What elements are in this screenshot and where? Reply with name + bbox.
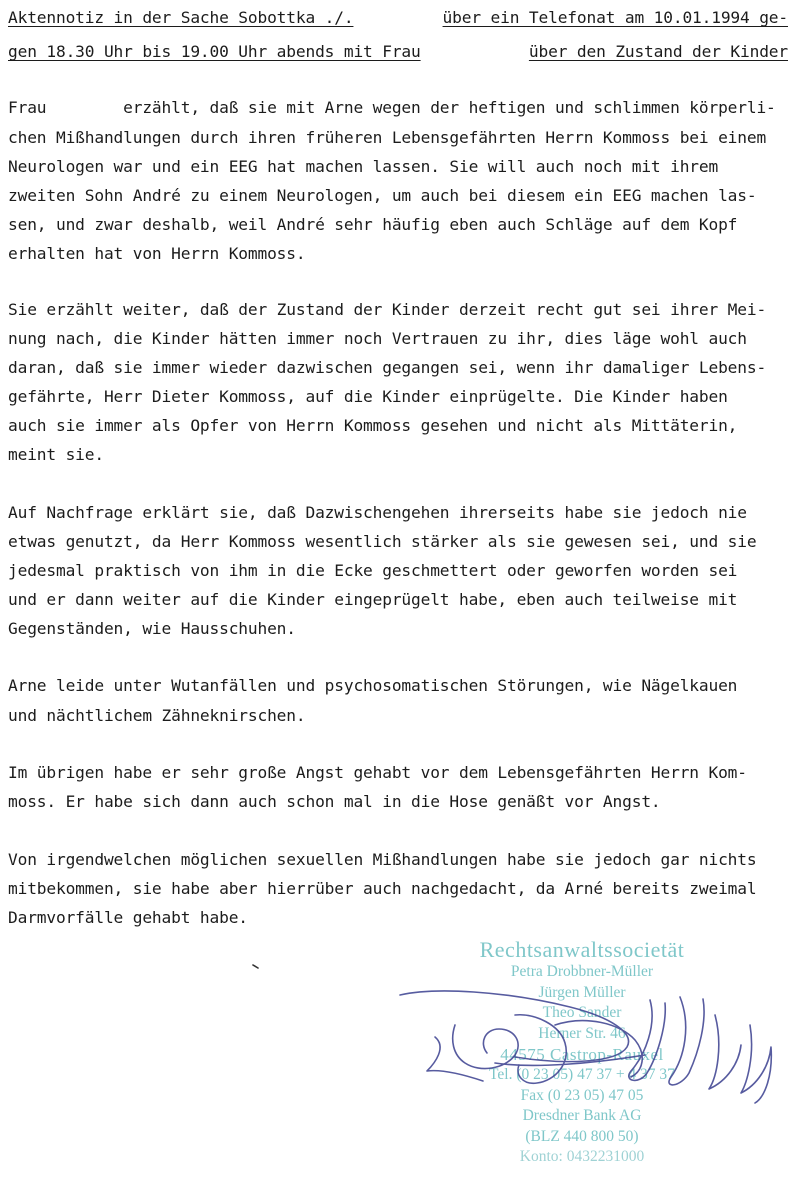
ink-speck: [252, 964, 260, 970]
p6-line-3: Darmvorfälle gehabt habe.: [8, 908, 248, 927]
p6-line-2: mitbekommen, sie habe aber hierrüber auch nachgedacht, da Arné bereits zweimal: [8, 879, 757, 898]
p1-line-5: sen, und zwar deshalb, weil André sehr häufig eben auch Schläge auf dem Kopf: [8, 215, 738, 234]
p3-line-4: und er dann weiter auf die Kinder eingeprügelt habe, eben auch teilweise mit: [8, 590, 738, 609]
p5-line-2: moss. Er habe sich dann auch schon mal in die Hose genäßt vor Angst.: [8, 792, 661, 811]
p1-line-4: zweiten Sohn André zu einem Neurologen, um auch bei diesem ein EEG machen las-: [8, 186, 757, 205]
stamp-bank-code: (BLZ 440 800 50): [525, 1127, 639, 1145]
p4-line-2: und nächtlichem Zähneknirschen.: [8, 706, 306, 725]
p3-line-3: jedesmal praktisch von ihm in die Ecke geschmettert oder geworfen worden sei: [8, 561, 738, 580]
stamp-phone: Tel. (0 23 05) 47 37 + 4 37 37: [489, 1066, 675, 1083]
p6-line-1: Von irgendwelchen möglichen sexuellen Mißhandlungen habe sie jedoch gar nichts: [8, 850, 757, 869]
stamp-account: Konto: 0432231000: [519, 1148, 645, 1165]
header-topic: über den Zustand der Kinder: [528, 42, 788, 61]
header-line-2: [8, 42, 788, 62]
p2-line-5: auch sie immer als Opfer von Herrn Kommoss gesehen und nicht als Mittäterin,: [8, 416, 738, 435]
p2-line-3: daran, daß sie immer wieder dazwischen gegangen sei, wenn ihr damaliger Lebens-: [8, 358, 767, 377]
p2-line-6: meint sie.: [8, 445, 104, 464]
stamp-firm-name: Rechtsanwaltssocietät: [479, 937, 685, 962]
p2-line-2: nung nach, die Kinder hätten immer noch Vertrauen zu ihr, dies läge wohl auch: [8, 329, 747, 348]
stamp-street: Herner Str. 46: [538, 1024, 626, 1042]
p1-line-1: Frau erzählt, daß sie mit Arne wegen der heftigen und schlimmen körperli-: [8, 98, 776, 117]
p1-line-3: Neurologen war und ein EEG hat machen lassen. Sie will auch noch mit ihrem: [8, 157, 719, 176]
stamp-city: 44575 Castrop-Rauxel: [500, 1045, 664, 1064]
p3-line-5: Gegenständen, wie Hausschuhen.: [8, 619, 296, 638]
stamp-fax: Fax (0 23 05) 47 05: [520, 1086, 644, 1104]
stamp-partner-1: Petra Drobbner-Müller: [510, 963, 654, 980]
stamp-partner-3: Theo Sander: [542, 1004, 622, 1021]
header-call-time: gen 18.30 Uhr bis 19.00 Uhr abends mit Frau: [8, 42, 421, 61]
p3-line-1: Auf Nachfrage erklärt sie, daß Dazwischengehen ihrerseits habe sie jedoch nie: [8, 503, 747, 522]
p1-line-6: erhalten hat von Herrn Kommoss.: [8, 244, 306, 263]
p3-line-2: etwas genutzt, da Herr Kommoss wesentlich stärker als sie gewesen sei, und sie: [8, 532, 757, 551]
stamp-partner-2: Jürgen Müller: [538, 983, 626, 1001]
header-call-date: über ein Telefonat am 10.01.1994 ge-: [442, 8, 788, 27]
p2-line-4: gefährte, Herr Dieter Kommoss, auf die Kinder einprügelte. Die Kinder haben: [8, 387, 728, 406]
stamp-bank: Dresdner Bank AG: [522, 1107, 642, 1124]
header-line-1: [8, 8, 788, 28]
handwritten-signature: [395, 985, 795, 1115]
p5-line-1: Im übrigen habe er sehr große Angst gehabt vor dem Lebensgefährten Herrn Kom-: [8, 763, 747, 782]
header-subject: Aktennotiz in der Sache Sobottka ./.: [8, 8, 354, 27]
p1-line-2: chen Mißhandlungen durch ihren früheren Lebensgefährten Herrn Kommoss bei einem: [8, 128, 767, 147]
p2-line-1: Sie erzählt weiter, daß der Zustand der Kinder derzeit recht gut sei ihrer Mei-: [8, 300, 767, 319]
p4-line-1: Arne leide unter Wutanfällen und psychosomatischen Störungen, wie Nägelkauen: [8, 676, 738, 695]
